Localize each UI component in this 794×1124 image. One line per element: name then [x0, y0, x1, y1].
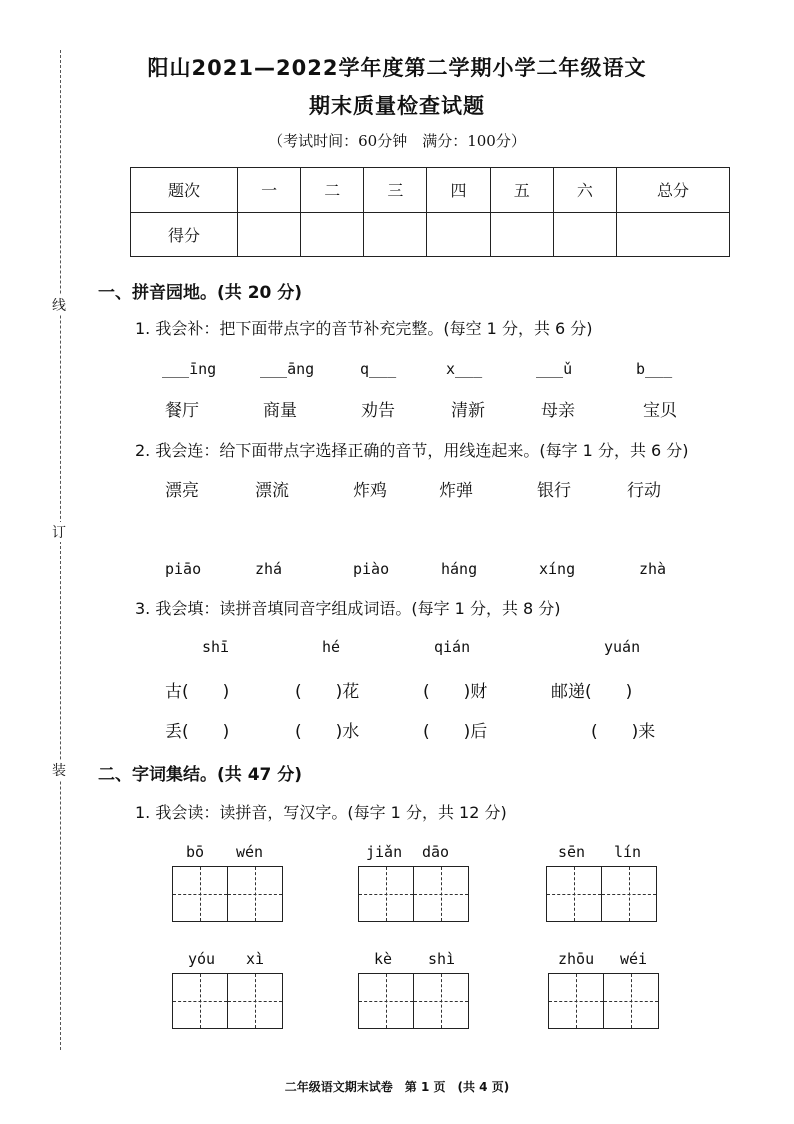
page-footer: 二年级语文期末试卷 第 1 页 (共 4 页): [284, 1080, 510, 1094]
score-col: 三: [364, 168, 427, 213]
pinyin-option[interactable]: xíng: [539, 560, 576, 578]
score-col: 二: [301, 168, 364, 213]
word: 餐厅: [165, 401, 199, 421]
writing-grid[interactable]: [548, 973, 659, 1029]
word: 劝告: [361, 401, 395, 421]
pinyin-blank[interactable]: x___: [446, 360, 483, 378]
grid-pinyin: zhōu: [558, 950, 595, 968]
s1-q3-pinyin: [202, 638, 640, 656]
pinyin-blank[interactable]: ___ǔ: [536, 360, 573, 378]
pinyin-option[interactable]: zhá: [255, 560, 283, 578]
fill-blank[interactable]: 古( ): [165, 682, 230, 702]
word: 行动: [627, 481, 661, 501]
binding-line: [60, 50, 61, 1050]
word: 清新: [451, 401, 485, 421]
s1-q3-row1: [165, 677, 632, 702]
s1-q2-pinyin: [165, 560, 666, 578]
word: 母亲: [541, 401, 575, 421]
grid-pinyin: wéi: [620, 950, 648, 968]
binding-char: 订: [52, 522, 66, 542]
exam-subtitle: 期末质量检查试题: [309, 94, 485, 118]
word: 炸弹: [439, 481, 473, 501]
pinyin-option[interactable]: piāo: [165, 560, 202, 578]
grid-pinyin: wén: [236, 843, 264, 861]
exam-title: 阳山2021—2022学年度第二学期小学二年级语文: [147, 56, 647, 80]
score-cell[interactable]: [427, 212, 490, 257]
writing-grid[interactable]: [546, 866, 657, 922]
grid-pinyin: dāo: [422, 843, 450, 861]
pinyin-hint: hé: [322, 638, 341, 656]
score-col: 六: [553, 168, 616, 213]
word: 漂亮: [165, 481, 199, 501]
pinyin-blank[interactable]: b___: [636, 360, 673, 378]
score-cell[interactable]: [364, 212, 427, 257]
score-cell[interactable]: [301, 212, 364, 257]
score-row-label: 得分: [131, 212, 238, 257]
word: 银行: [537, 481, 571, 501]
pinyin-blank[interactable]: ___īng: [162, 360, 217, 378]
fill-blank[interactable]: ( )后: [423, 722, 488, 742]
score-cell[interactable]: [553, 212, 616, 257]
grid-pinyin: yóu: [188, 950, 216, 968]
s1-q3-prompt: 3. 我会填：读拼音填同音字组成词语。(每字 1 分，共 8 分): [135, 599, 561, 618]
score-table: [130, 167, 730, 257]
pinyin-blank[interactable]: q___: [360, 360, 397, 378]
grid-pinyin: kè: [374, 950, 393, 968]
score-table-header: 题次: [131, 168, 238, 213]
score-col-total: 总分: [617, 168, 730, 213]
word: 商量: [263, 401, 297, 421]
grid-pinyin: xì: [246, 950, 265, 968]
fill-blank[interactable]: ( )来: [591, 722, 656, 742]
s1-q2-prompt: 2. 我会连：给下面带点字选择正确的音节，用线连起来。(每字 1 分，共 6 分): [135, 441, 689, 460]
pinyin-option[interactable]: háng: [441, 560, 478, 578]
fill-blank[interactable]: 丢( ): [165, 722, 230, 742]
s1-q1-pinyin-row: [162, 360, 672, 378]
score-col: 五: [490, 168, 553, 213]
fill-blank[interactable]: ( )水: [295, 722, 360, 742]
pinyin-hint: qián: [434, 638, 471, 656]
fill-blank[interactable]: 邮递( ): [551, 682, 633, 702]
word: 漂流: [255, 481, 289, 501]
grid-pinyin: sēn: [558, 843, 586, 861]
score-cell[interactable]: [617, 212, 730, 257]
score-cell[interactable]: [238, 212, 301, 257]
s2-q1-prompt: 1. 我会读：读拼音，写汉字。(每字 1 分，共 12 分): [135, 803, 507, 822]
s1-q1-prompt: 1. 我会补：把下面带点字的音节补充完整。(每空 1 分，共 6 分): [135, 319, 593, 338]
section2-title: 二、字词集结。(共 47 分): [98, 765, 303, 785]
score-col: 一: [238, 168, 301, 213]
score-col: 四: [427, 168, 490, 213]
pinyin-option[interactable]: piào: [353, 560, 390, 578]
pinyin-hint: shī: [202, 638, 230, 656]
binding-char: 装: [52, 760, 66, 780]
writing-grid[interactable]: [172, 866, 283, 922]
grid-pinyin: bō: [186, 843, 205, 861]
exam-info: （考试时间：60分钟 满分：100分）: [268, 132, 526, 150]
score-cell[interactable]: [490, 212, 553, 257]
s1-q1-words: [165, 396, 677, 421]
fill-blank[interactable]: ( )花: [295, 682, 360, 702]
pinyin-blank[interactable]: ___āng: [260, 360, 315, 378]
writing-grid[interactable]: [172, 973, 283, 1029]
word: 炸鸡: [353, 481, 387, 501]
writing-grid[interactable]: [358, 866, 469, 922]
s1-q3-row2: [165, 717, 655, 742]
s1-q2-words: [165, 476, 661, 501]
writing-grid[interactable]: [358, 973, 469, 1029]
binding-char: 线: [52, 295, 66, 315]
word: 宝贝: [643, 401, 677, 421]
pinyin-option[interactable]: zhà: [639, 560, 667, 578]
grid-pinyin: shì: [428, 950, 456, 968]
section1-title: 一、拼音园地。(共 20 分): [98, 283, 303, 303]
grid-pinyin: jiǎn: [366, 843, 403, 861]
pinyin-hint: yuán: [604, 638, 641, 656]
grid-pinyin: lín: [614, 843, 642, 861]
fill-blank[interactable]: ( )财: [423, 682, 488, 702]
